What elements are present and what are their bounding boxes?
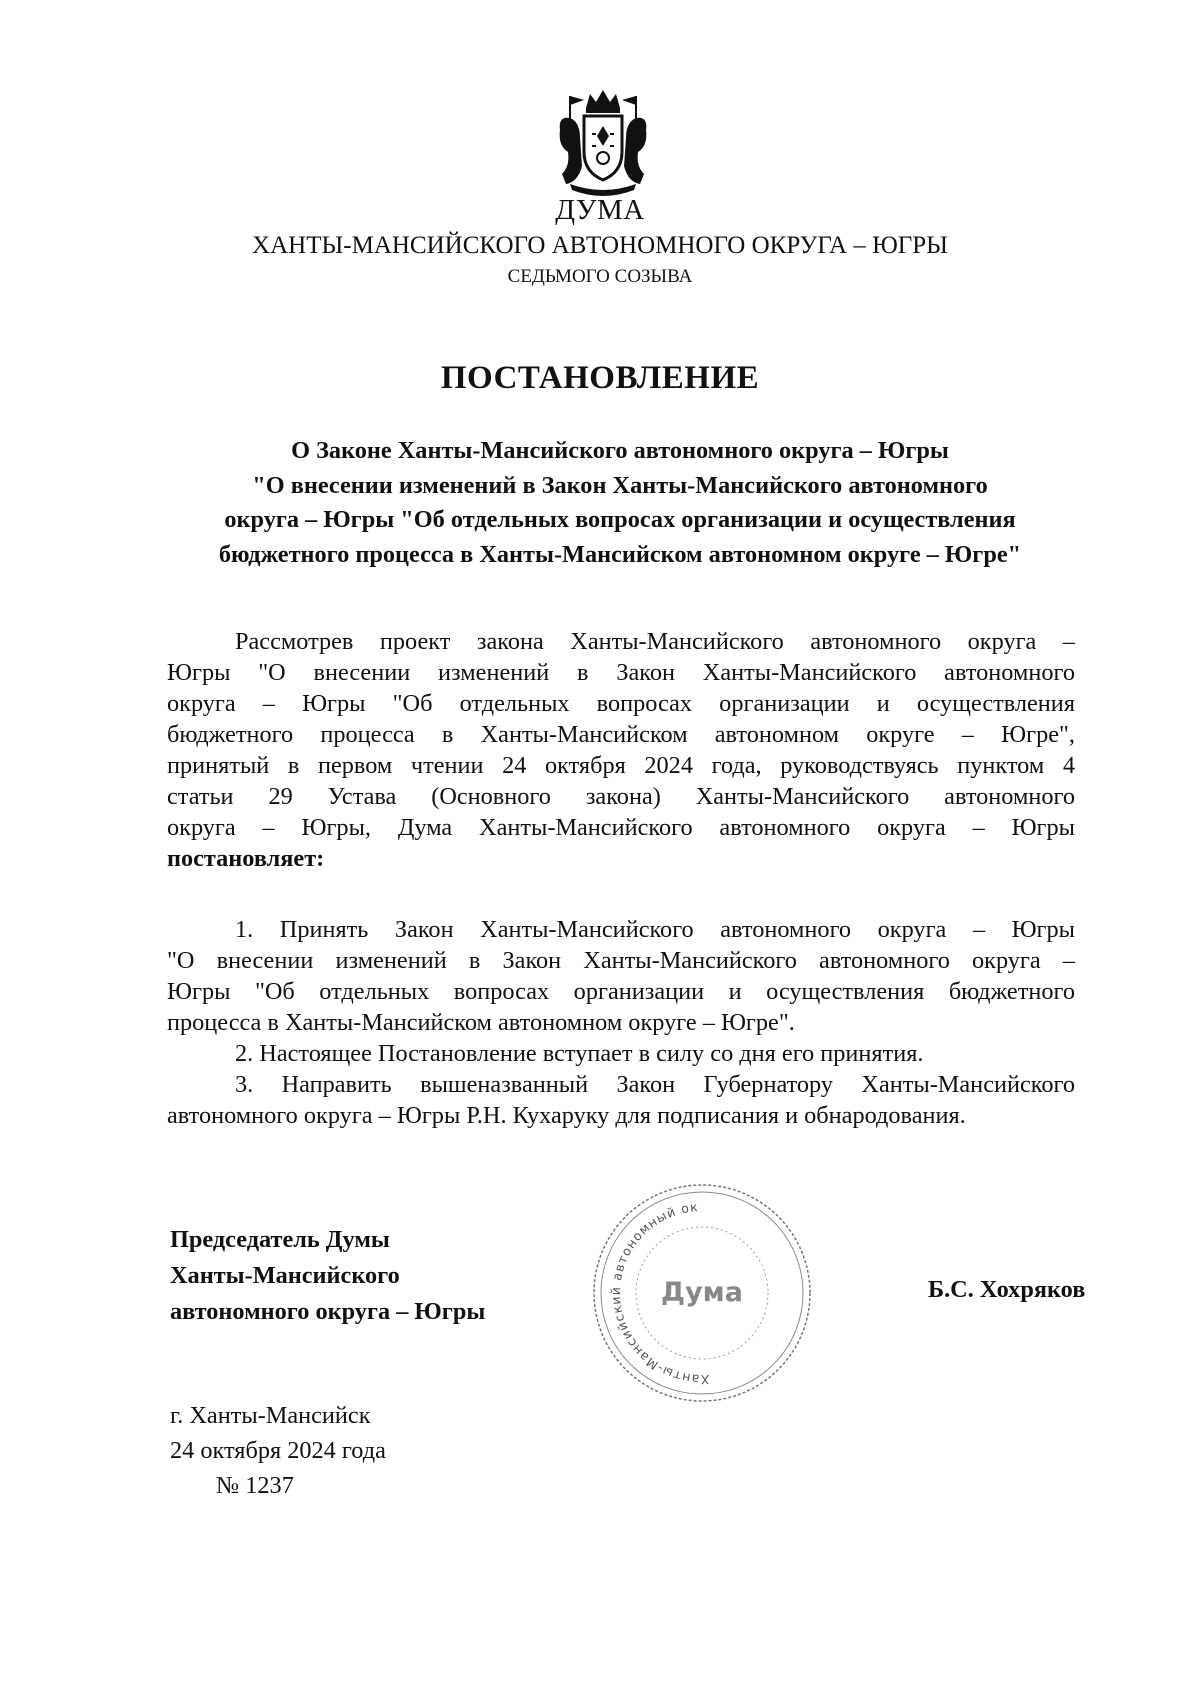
subject-line: О Законе Ханты-Мансийского автономного округа – Югры (291, 437, 949, 464)
item-1-line: процесса в Ханты-Мансийском автономном округе – Югре". (167, 1009, 795, 1036)
item-1-line: Югры "Об отдельных вопросах организации и осуществления бюджетного (167, 978, 1075, 1005)
coat-of-arms-icon (556, 86, 650, 196)
subject-line: "О внесении изменений в Закон Ханты-Мансийского автономного (252, 471, 988, 499)
org-convocation: СЕДЬМОГО СОЗЫВА (507, 266, 693, 287)
preamble-line: Рассмотрев проект закона Ханты-Мансийского автономного округа – (235, 628, 1075, 655)
preamble-line: принятый в первом чтении 24 октября 2024 года, руководствуясь пунктом 4 (167, 752, 1075, 779)
date: 24 октября 2024 года (170, 1437, 386, 1464)
item-1-line: "О внесении изменений в Закон Ханты-Мансийского автономного округа – (167, 947, 1075, 974)
subject-line: округа – Югры "Об отдельных вопросах организации и осуществления (224, 506, 1016, 533)
document-number: № 1237 (216, 1472, 294, 1499)
place-and-date (170, 1398, 386, 1503)
preamble-line: бюджетного процесса в Ханты-Мансийском автономном округе – Югре", (167, 721, 1075, 748)
position-line: автономного округа – Югры (170, 1298, 486, 1325)
preamble-line: статьи 29 Устава (Основного закона) Ханты-Мансийского автономного (167, 783, 1075, 810)
preamble-line: округа – Югры "Об отдельных вопросах организации и осуществления (167, 690, 1075, 717)
preamble-line: Югры "О внесении изменений в Закон Ханты-Мансийского автономного (167, 659, 1075, 686)
item-3-line: автономного округа – Югры Р.Н. Кухаруку для подписания и обнародования. (167, 1102, 966, 1129)
decision-word: постановляет: (167, 845, 325, 872)
subject-line: бюджетного процесса в Ханты-Мансийском автономном округе – Югре" (218, 540, 1022, 568)
item-3-line: 3. Направить вышеназванный Закон Губернатору Ханты-Мансийского (235, 1071, 1075, 1098)
position-line: Ханты-Мансийского (170, 1262, 400, 1289)
item-2-line: 2. Настоящее Постановление вступает в силу со дня его принятия. (235, 1040, 924, 1067)
position-line: Председатель Думы (170, 1226, 390, 1253)
seal-center-text: Дума (661, 1277, 743, 1308)
document-title: ПОСТАНОВЛЕНИЕ (440, 360, 760, 396)
preamble-paragraph (167, 626, 1075, 874)
item-1-line: 1. Принять Закон Ханты-Мансийского автономного округа – Югры (235, 916, 1075, 943)
signatory-position (170, 1222, 485, 1330)
decision-items (167, 914, 1075, 1131)
seal-stamp (590, 1181, 815, 1406)
seal-ring-text: Ханты-Мансийский автономный округ (607, 1198, 710, 1388)
org-name: ДУМА (555, 194, 645, 226)
preamble-line: округа – Югры, Дума Ханты-Мансийского автономного округа – Югры (167, 814, 1075, 841)
city: г. Ханты-Мансийск (170, 1402, 371, 1429)
org-region: ХАНТЫ-МАНСИЙСКОГО АВТОНОМНОГО ОКРУГА – ЮГРЫ (252, 232, 948, 259)
document-subject (170, 434, 1070, 572)
signatory-name: Б.С. Хохряков (928, 1276, 1086, 1303)
